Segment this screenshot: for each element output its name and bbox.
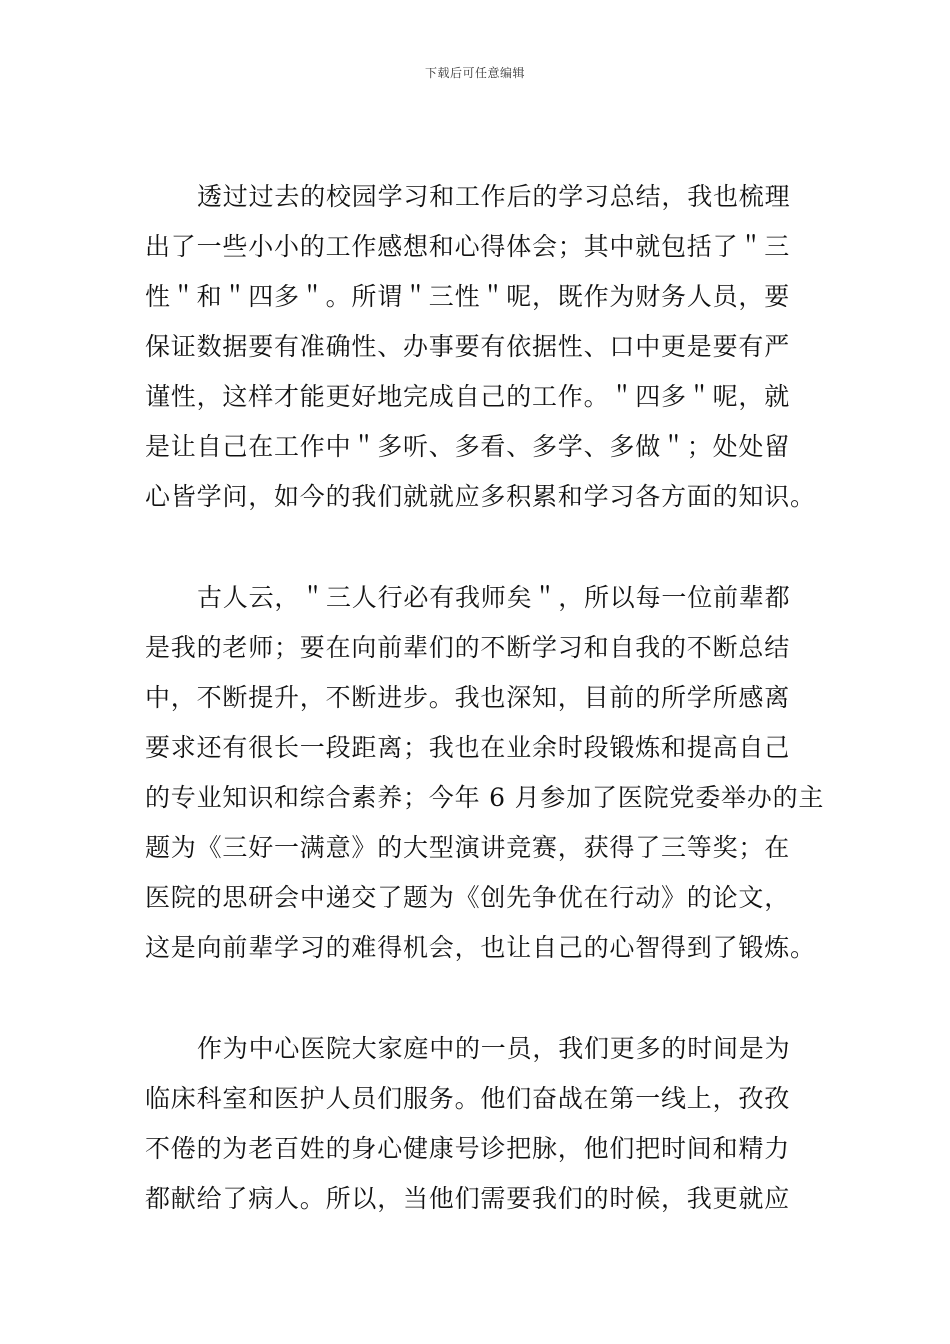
text-line: 这是向前辈学习的难得机会，也让自己的心智得到了锻炼。 [145, 933, 816, 962]
text-line: 透过过去的校园学习和工作后的学习总结，我也梳理 [197, 182, 791, 211]
text-line: 医院的思研会中递交了题为《创先争优在行动》的论文， [145, 883, 791, 912]
text-line: 都献给了病人。所以，当他们需要我们的时候，我更就应 [145, 1184, 791, 1213]
paragraph-2 [145, 573, 825, 973]
text-line: 作为中心医院大家庭中的一员，我们更多的时间是为 [197, 1034, 791, 1063]
paragraph-1 [145, 172, 816, 522]
text-line: 心皆学问，如今的我们就就应多积累和学习各方面的知识。 [145, 482, 816, 511]
text-line: 是我的老师；要在向前辈们的不断学习和自我的不断总结 [145, 633, 791, 662]
text-line: 出了一些小小的工作感想和心得体会；其中就包括了＂三 [145, 232, 791, 261]
text-line: 性＂和＂四多＂。所谓＂三性＂呢，既作为财务人员，要 [145, 282, 791, 311]
text-line: 题为《三好一满意》的大型演讲竞赛，获得了三等奖；在 [145, 833, 791, 862]
text-line: 保证数据要有准确性、办事要有依据性、口中更是要有严 [145, 332, 791, 361]
text-line: 临床科室和医护人员们服务。他们奋战在第一线上，孜孜 [145, 1084, 791, 1113]
page-header: 下载后可任意编辑 [424, 66, 525, 80]
paragraph-3 [145, 1024, 805, 1224]
text-line: 古人云，＂三人行必有我师矣＂，所以每一位前辈都 [197, 583, 791, 612]
text-line: 的专业知识和综合素养；今年 6 月参加了医院党委举办的主 [145, 783, 825, 812]
text-line: 要求还有很长一段距离；我也在业余时段锻炼和提高自己 [145, 733, 791, 762]
text-line: 中，不断提升，不断进步。我也深知，目前的所学所感离 [145, 683, 791, 712]
text-line: 是让自己在工作中＂多听、多看、多学、多做＂；处处留 [145, 432, 791, 461]
text-line: 谨性，这样才能更好地完成自己的工作。＂四多＂呢，就 [145, 382, 791, 411]
document-body [145, 172, 825, 1275]
text-line: 不倦的为老百姓的身心健康号诊把脉，他们把时间和精力 [145, 1134, 791, 1163]
